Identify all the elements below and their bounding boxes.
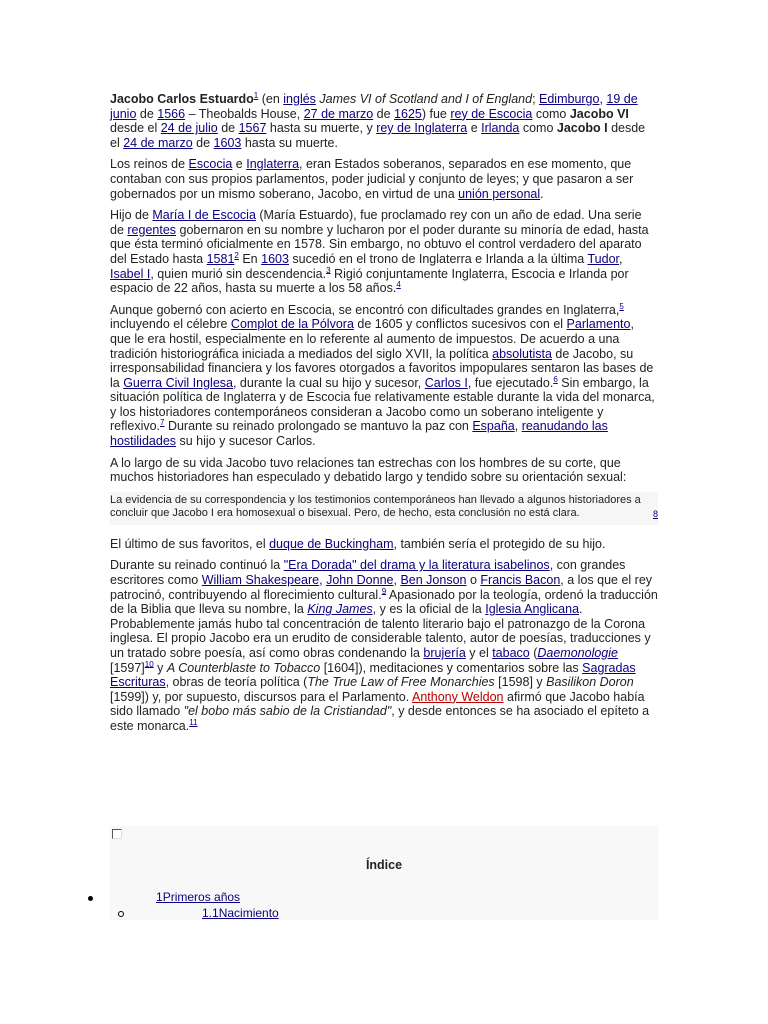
link-1581[interactable]: 1581 (206, 251, 235, 266)
link-absolutista[interactable]: absolutista (492, 346, 552, 361)
link-daemonologie[interactable]: Daemonologie (537, 646, 618, 660)
link-brujeria[interactable]: brujería (423, 646, 466, 660)
blockquote (110, 492, 658, 525)
bullet-disc-icon (88, 896, 93, 901)
link-1603[interactable]: 1603 (213, 135, 242, 150)
link-era-dorada[interactable]: "Era Dorada" del drama y la literatura isabelinos (283, 558, 550, 573)
paragraph-favoritos: El último de sus favoritos, el duque de Buckingham, también sería el protegido de su hijo. (110, 536, 606, 551)
link-tabaco[interactable]: tabaco (492, 646, 530, 660)
link-24-marzo[interactable]: 24 de marzo (123, 135, 193, 150)
quote-text: La evidencia de su correspondencia y los testimonios contemporáneos han llevado a algunos historiadores a concluir que Jacobo I era homosexual o bisexual. Pero, de hecho, esta conclusión no está clara. (110, 493, 641, 520)
ref-link[interactable]: 4 (396, 279, 401, 289)
paragraph-relaciones: A lo largo de su vida Jacobo tuvo relaciones tan estrechas con los hombres de su corte, que muchos historiadores han especulado y debatido largo y tendido sobre su orientación sexual: (110, 455, 627, 485)
ref-link[interactable]: 2 (234, 250, 239, 260)
link-sagradas-escrituras[interactable]: Sagradas Escrituras (110, 660, 636, 690)
article-body (110, 92, 658, 741)
quote-ref-link[interactable]: 8 (652, 509, 658, 520)
paragraph-reinado: Durante su reinado continuó la "Era Dorada" del drama y la literatura isabelinos, con grandes escritores como William Shakespeare, John Donne, Ben Jonson o Francis Bacon, a los que el rey patrocinó, contribuyendo al florecimiento cultural.$^9$ Apasionado por la teología, ordenó la traducción de la Biblia que lleva su nombre, la King James, y es la oficial de la Iglesia Anglicana. Probablemente jamás hubo tal concentración de talento literario bajo el patronazgo de la Corona inglesa. El propio Jacobo era un erudito de considerable talento, autor de poesías, traducciones y un tratado sobre poesía, así como obras condenando la brujería y el tabaco (Daemonologie [1597]$^{10}$ y A Counterblaste to Tobacco [1604]), meditaciones y comentarios sobre las Sagradas Escrituras, obras de teoría política (The True Law of Free Monarchies [1598] y Basilikon Doron [1599]) y, por supuesto, discursos para el Parlamento. Anthony Weldon afirmó que Jacobo había sido llamado "el bobo más sabio de la Cristiandad", y desde entonces se ha asociado el epíteto a este monarca.$^{11}$ (110, 558, 658, 733)
link-irlanda[interactable]: Irlanda (481, 121, 520, 136)
article-subject-name: Jacobo Carlos Estuardo (110, 92, 254, 106)
link-buckingham[interactable]: duque de Buckingham (269, 536, 394, 551)
link-1603-b[interactable]: 1603 (261, 251, 289, 266)
link-escocia[interactable]: Escocia (188, 157, 233, 172)
link-1566[interactable]: 1566 (157, 106, 186, 121)
link-reanudando[interactable]: reanudando las hostilidades (110, 419, 608, 449)
link-carlos[interactable]: Carlos I (424, 375, 468, 390)
link-27-marzo[interactable]: 27 de marzo (303, 106, 374, 121)
link-bacon[interactable]: Francis Bacon (480, 573, 561, 588)
link-inglaterra[interactable]: Inglaterra (246, 157, 300, 172)
link-weldon[interactable]: Anthony Weldon (412, 689, 504, 704)
link-1567[interactable]: 1567 (238, 121, 267, 136)
paragraph-intro: Jacobo Carlos Estuardo$^1$ (en inglés James VI of Scotland and I of England; Edimburgo, 19 de junio de 1566 – Theobalds House, 27 de marzo de 1625) fue rey de Escocia como Jacobo VI desde el 24 de julio de 1567 hasta su muerte, y rey de Inglaterra e Irlanda como Jacobo I desde el 24 de marzo de 1603 hasta su muerte. (110, 90, 646, 150)
paragraph-gobierno: Aunque gobernó con acierto en Escocia, se encontró con dificultades grandes en Inglaterra,$^5$ incluyendo el célebre Complot de la Pólvora de 1605 y conflictos sucesivos con el Parlamento, que le era hostil, especialmente en lo referente al aumento de impuestos. De acuerdo a una tradición historiográfica iniciada a mediados del siglo XVII, la política absolutista de Jacobo, su irresponsabilidad financiera y los favores otorgados a favoritos impopulares sentaron las bases de la Guerra Civil Inglesa, durante la cual su hijo y sucesor, Carlos I, fue ejecutado.$^6$ Sin embargo, la situación política de Inglaterra y de Escocia fue relativamente estable durante la vida del monarca, y los historiadores contemporáneos consideran a Jacobo como un soberano inteligente y reflexivo.$^7$ Durante su reinado prolongado se mantuvo la paz con España, reanudando las hostilidades su hijo y sucesor Carlos. (110, 301, 655, 449)
paragraph-reinos: Los reinos de Escocia e Inglaterra, eran Estados soberanos, separados en ese momento, que contaban con sus propios parlamentos, poder judicial y conjunto de leyes; y que pasaron a ser gobernados por un mismo soberano, Jacobo, en virtud de una unión personal. (110, 157, 634, 201)
ref-link[interactable]: 5 (619, 301, 624, 311)
link-guerra-civil[interactable]: Guerra Civil Inglesa (123, 375, 233, 390)
link-donne[interactable]: John Donne (326, 573, 394, 588)
link-union-personal[interactable]: unión personal (458, 186, 541, 201)
ref-link[interactable]: 6 (553, 374, 558, 384)
toc-title: Índice (365, 858, 403, 872)
link-edimburgo[interactable]: Edimburgo (539, 92, 600, 106)
link-19-junio[interactable]: 19 de junio (110, 92, 638, 121)
paragraph-hijo: Hijo de María I de Escocia (María Estuardo), fue proclamado rey con un año de edad. Una serie de regentes gobernaron en su nombre y lucharon por el poder durante su minoría de edad, hasta que ésta terminó oficialmente en 1578. Sin embargo, no obtuvo el control verdadero del aparato del Estado hasta 1581$^2$ En 1603 sucedió en el trono de Inglaterra e Irlanda a la última Tudor, Isabel I, quien murió sin descendencia.$^3$ Rigió conjuntamente Inglaterra, Escocia e Irlanda por espacio de 22 años, hasta su muerte a los 58 años.$^4$ (110, 208, 649, 296)
link-shakespeare[interactable]: William Shakespeare (201, 573, 320, 588)
ref-link[interactable]: 9 (381, 586, 387, 596)
link-complot[interactable]: Complot de la Pólvora (230, 317, 354, 332)
toc-item-nacimiento[interactable]: 1.1Nacimiento (202, 906, 279, 920)
link-maria-escocia[interactable]: María I de Escocia (152, 208, 256, 223)
toc-item-primeros-anos[interactable]: 1Primeros años (156, 890, 241, 904)
link-1625[interactable]: 1625 (394, 106, 422, 121)
link-regentes[interactable]: regentes (127, 222, 177, 237)
link-espana[interactable]: España (472, 419, 515, 434)
link-king-james[interactable]: King James (307, 602, 373, 617)
ref-link[interactable]: 10 (144, 659, 154, 669)
ref-link[interactable]: 11 (189, 717, 198, 727)
link-rey-escocia[interactable]: rey de Escocia (450, 106, 533, 121)
table-of-contents (110, 826, 658, 920)
link-iglesia-anglicana[interactable]: Iglesia Anglicana (485, 602, 580, 617)
link-jonson[interactable]: Ben Jonson (400, 573, 467, 588)
ref-link[interactable]: 7 (160, 418, 165, 428)
ref-link[interactable]: 1 (253, 90, 259, 100)
link-ingles[interactable]: inglés (283, 92, 316, 106)
bullet-circle-icon (118, 911, 124, 917)
link-isabel[interactable]: Isabel I (110, 266, 151, 281)
toc-toggle-checkbox[interactable] (112, 829, 122, 839)
link-tudor[interactable]: Tudor (587, 251, 620, 266)
link-rey-inglaterra[interactable]: rey de Inglaterra (376, 121, 468, 136)
ref-link[interactable]: 3 (326, 265, 331, 275)
link-24-julio[interactable]: 24 de julio (160, 121, 218, 136)
english-name: James VI of Scotland and I of England (319, 92, 533, 106)
link-parlamento[interactable]: Parlamento (566, 317, 631, 332)
